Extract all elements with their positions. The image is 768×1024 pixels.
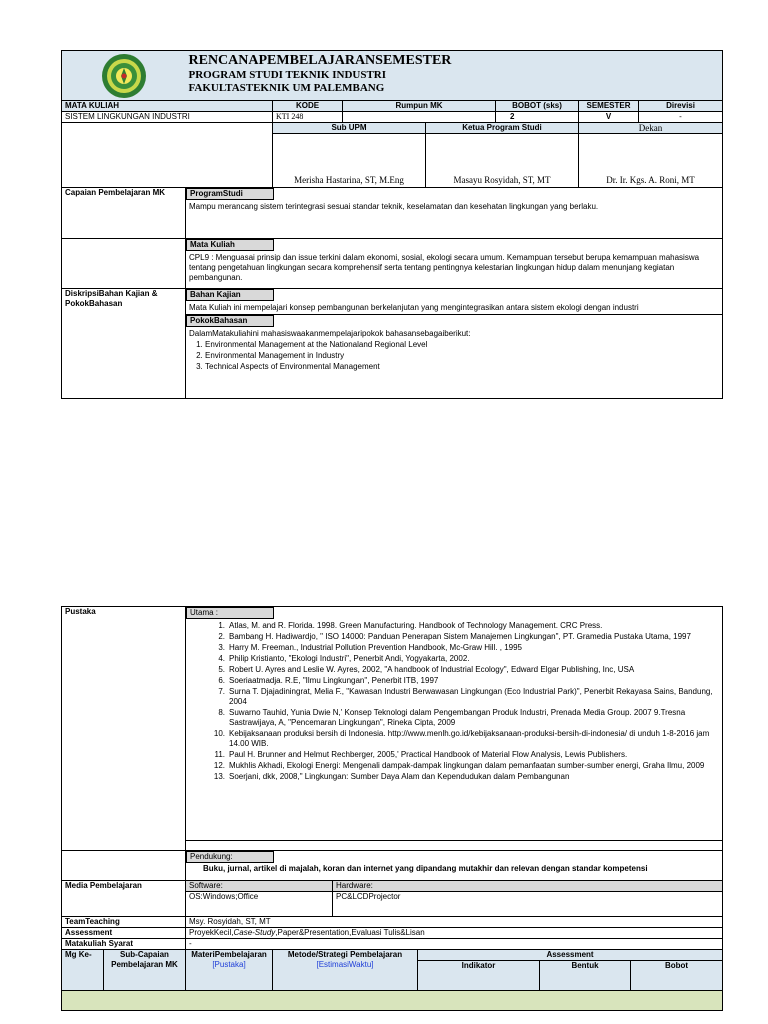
reference-item bbox=[209, 729, 719, 749]
pokok-item: 2. Environmental Management in Industry bbox=[205, 350, 719, 361]
reference-text: Bambang H. Hadiwardjo, " ISO 14000: Panduan Penerapan Sistem Manajemen Lingkungan", PT. Gramedia Pustaka Utama, 1997 bbox=[229, 632, 691, 641]
assessment-italic: Case-Study bbox=[233, 928, 276, 937]
dekan-signature: Dr. Ir. Kgs. A. Roni, MT bbox=[579, 134, 723, 188]
utama-list bbox=[189, 621, 719, 782]
rps-header-table bbox=[61, 50, 723, 399]
software-label: Software: bbox=[186, 881, 333, 892]
assessment-rest: ,Paper&Presentation,Evaluasi Tulis&Lisan bbox=[275, 928, 425, 937]
metode-header-sub: [EstimasiWaktu] bbox=[316, 960, 374, 969]
reference-text: Philip Kristianto, "Ekologi Industri", Penerbit Andi, Yogyakarta, 2002. bbox=[229, 654, 470, 663]
reference-number: 6. bbox=[218, 676, 225, 685]
syarat-value: - bbox=[186, 939, 723, 950]
indikator-header: Indikator bbox=[418, 961, 540, 991]
mg-header: Mg Ke- bbox=[62, 950, 104, 991]
mata-kuliah-value: SISTEM LINGKUNGAN INDUSTRI bbox=[62, 112, 273, 123]
deskripsi-cell bbox=[186, 289, 723, 399]
reference-text: Harry M. Freeman., Industrial Pollution Prevention Handbook, Mc-Graw Hill. , 1995 bbox=[229, 643, 523, 652]
semester-label: SEMESTER bbox=[579, 101, 639, 112]
reference-number: 10. bbox=[213, 729, 225, 738]
kaprodi-signature: Masayu Rosyidah, ST, MT bbox=[426, 134, 579, 188]
software-value: OS:Windows;Office bbox=[186, 892, 333, 917]
hardware-label: Hardware: bbox=[333, 881, 723, 892]
mk-text: CPL9 : Menguasai prinsip dan issue terkini dalam ekonomi, sosial, ekologi secara umum. Kemampuan tersebut berupa kemampuan mahasiswa tentang pengetahuan lingkungan secara komprehensif serta tentang pentingnya kelestarian lingkungan hidup dalam menunjang kegiatan pembangunan. bbox=[189, 253, 700, 282]
reference-item bbox=[209, 761, 719, 771]
semester-value: V bbox=[579, 112, 639, 123]
reference-item bbox=[209, 643, 719, 653]
reference-text: Atlas, M. and R. Florida. 1998. Green Manufacturing. Handbook of Technology Management. CRC Press. bbox=[229, 621, 603, 630]
metode-header-label: Metode/Strategi Pembelajaran bbox=[287, 950, 403, 959]
prodi-text: Mampu merancang sistem terintegrasi sesuai standar teknik, keselamatan dan kesehatan lingkungan yang berlaku. bbox=[189, 202, 599, 211]
reference-text: Soerjani, dkk, 2008," Lingkungan: Sumber Daya Alam dan Kependudukan dalam Pembangunan bbox=[229, 772, 570, 781]
bobot-header: Bobot bbox=[631, 961, 723, 991]
reference-item bbox=[209, 676, 719, 686]
faculty-name: FAKULTASTEKNIK UM PALEMBANG bbox=[188, 82, 385, 94]
rumpun-value bbox=[343, 112, 496, 123]
title-cell bbox=[186, 51, 723, 101]
mk-label: Mata Kuliah bbox=[186, 239, 274, 251]
utama-label: Utama : bbox=[186, 607, 274, 619]
team-label: TeamTeaching bbox=[62, 917, 186, 928]
reference-number: 7. bbox=[218, 687, 225, 696]
capaian-mk-cell bbox=[186, 239, 723, 289]
pustaka-label-cont bbox=[62, 851, 186, 881]
capaian-label: Capaian Pembelajaran MK bbox=[62, 188, 186, 239]
reference-item bbox=[209, 750, 719, 760]
logo-cell bbox=[62, 51, 186, 101]
kaprodi-label: Ketua Program Studi bbox=[426, 123, 579, 134]
pendukung-cell bbox=[186, 851, 723, 881]
sub-capaian-header: Sub-Capaian Pembelajaran MK bbox=[104, 950, 186, 991]
reference-number: 5. bbox=[218, 665, 225, 674]
reference-item bbox=[209, 621, 719, 631]
reference-text: Kebijaksanaan produksi bersih di Indonesia. http://www.menlh.go.id/kebijaksanaan-produksi-bersih-di-indonesia/ di unduh 1-8-2016 jam 14.00 WIB. bbox=[229, 729, 710, 748]
media-label: Media Pembelajaran bbox=[62, 881, 186, 917]
bahan-text: Mata Kuliah ini mempelajari konsep pembangunan berkelanjutan yang mengintegrasikan antara sistem ekologi dengan industri bbox=[189, 303, 639, 312]
deskripsi-label: DiskripsiBahan Kajian & PokokBahasan bbox=[62, 289, 186, 399]
dekan-label: Dekan bbox=[579, 123, 723, 134]
reference-item bbox=[209, 654, 719, 664]
prodi-label: ProgramStudi bbox=[186, 188, 274, 200]
reference-number: 13. bbox=[213, 772, 225, 781]
assessment-header: Assessment bbox=[418, 950, 723, 961]
sub-upm-signature: Merisha Hastarina, ST, M.Eng bbox=[273, 134, 426, 188]
direvisi-label: Direvisi bbox=[639, 101, 723, 112]
rumpun-label: Rumpun MK bbox=[343, 101, 496, 112]
reference-number: 3. bbox=[218, 643, 225, 652]
reference-number: 4. bbox=[218, 654, 225, 663]
materi-header-sub: [Pustaka] bbox=[212, 960, 246, 969]
pokok-label: PokokBahasan bbox=[186, 315, 274, 327]
rps-detail-table bbox=[61, 606, 723, 1011]
assessment-value bbox=[186, 928, 723, 939]
kode-label: KODE bbox=[273, 101, 343, 112]
reference-number: 11. bbox=[214, 750, 225, 759]
pustaka-cell bbox=[186, 607, 723, 851]
reference-item bbox=[209, 708, 719, 728]
kode-value: KTI 248 bbox=[273, 112, 343, 123]
materi-header-label: MateriPembelajaran bbox=[191, 950, 267, 959]
reference-item bbox=[209, 632, 719, 642]
direvisi-value: - bbox=[639, 112, 723, 123]
metode-header bbox=[273, 950, 418, 991]
reference-item bbox=[209, 687, 719, 707]
reference-text: Surna T. Djajadiningrat, Melia F., "Kawasan Industri Berwawasan Lingkungan (Eco Industrial Park)", Penerbit Rekayasa Sains, Bandung, 2004 bbox=[229, 687, 713, 706]
pustaka-label: Pustaka bbox=[62, 607, 186, 851]
reference-text: Paul H. Brunner and Helmut Rechberger, 2005,' Practical Handbook of Material Flow Analysis, Lewis Publishers. bbox=[229, 750, 628, 759]
university-seal-icon bbox=[100, 53, 148, 99]
pokok-item: 1. Environmental Management at the Nationaland Regional Level bbox=[205, 339, 719, 350]
week-row-band bbox=[62, 991, 723, 1011]
team-value: Msy. Rosyidah, ST, MT bbox=[186, 917, 723, 928]
document-title: RENCANAPEMBELAJARANSEMESTER bbox=[188, 53, 452, 68]
bobot-value: 2 bbox=[496, 112, 579, 123]
program-name: PROGRAM STUDI TEKNIK INDUSTRI bbox=[188, 69, 387, 81]
hardware-value: PC&LCDProjector bbox=[333, 892, 723, 917]
pendukung-text: Buku, jurnal, artikel di majalah, koran dan internet yang dipandang mutakhir dan relevan dengan standar kompetensi bbox=[203, 864, 648, 873]
syarat-label: Matakuliah Syarat bbox=[62, 939, 186, 950]
reference-item bbox=[209, 772, 719, 782]
bobot-label: BOBOT (sks) bbox=[496, 101, 579, 112]
reference-text: Suwarno Tauhid, Yunia Dwie N,' Konsep Teknologi dalam Pengembangan Produk Industri, Prenada Media Group. 2007 9.Tresna Sastrawijaya, A, "Pencemaran Lingkungan", Rineka Cipta, 2009 bbox=[229, 708, 686, 727]
signature-blank bbox=[62, 123, 273, 188]
materi-header bbox=[186, 950, 273, 991]
reference-text: Robert U. Ayres and Leslie W. Ayres, 2002, "A handbook of Industrial Ecology", Edward Elgar Publishing, Inc, USA bbox=[229, 665, 635, 674]
bentuk-header: Bentuk bbox=[540, 961, 631, 991]
mata-kuliah-label: MATA KULIAH bbox=[62, 101, 273, 112]
pendukung-label: Pendukung: bbox=[186, 851, 274, 863]
reference-number: 1. bbox=[218, 621, 225, 630]
reference-text: Soeriaatmadja. R.E, "Ilmu Lingkungan", Penerbit ITB, 1997 bbox=[229, 676, 439, 685]
reference-text: Mukhlis Akhadi, Ekologi Energi: Mengenali dampak-dampak lingkungan dalam pemanfaatan sumber-sumber energi, Graha Ilmu, 2009 bbox=[229, 761, 705, 770]
capaian-label-cont bbox=[62, 239, 186, 289]
reference-item bbox=[209, 665, 719, 675]
capaian-prodi-cell bbox=[186, 188, 723, 239]
pokok-list bbox=[189, 339, 719, 372]
reference-number: 8. bbox=[218, 708, 225, 717]
reference-number: 2. bbox=[218, 632, 225, 641]
assessment-label: Assessment bbox=[62, 928, 186, 939]
bahan-label: Bahan Kajian bbox=[186, 289, 274, 301]
pokok-item: 3. Technical Aspects of Environmental Management bbox=[205, 361, 719, 372]
reference-number: 12. bbox=[213, 761, 225, 770]
pokok-intro: DalamMatakuliahini mahasiswaakanmempelajaripokok bahasansebagaiberikut: bbox=[189, 329, 471, 338]
assessment-plain: ProyekKecil, bbox=[189, 928, 234, 937]
sub-upm-label: Sub UPM bbox=[273, 123, 426, 134]
